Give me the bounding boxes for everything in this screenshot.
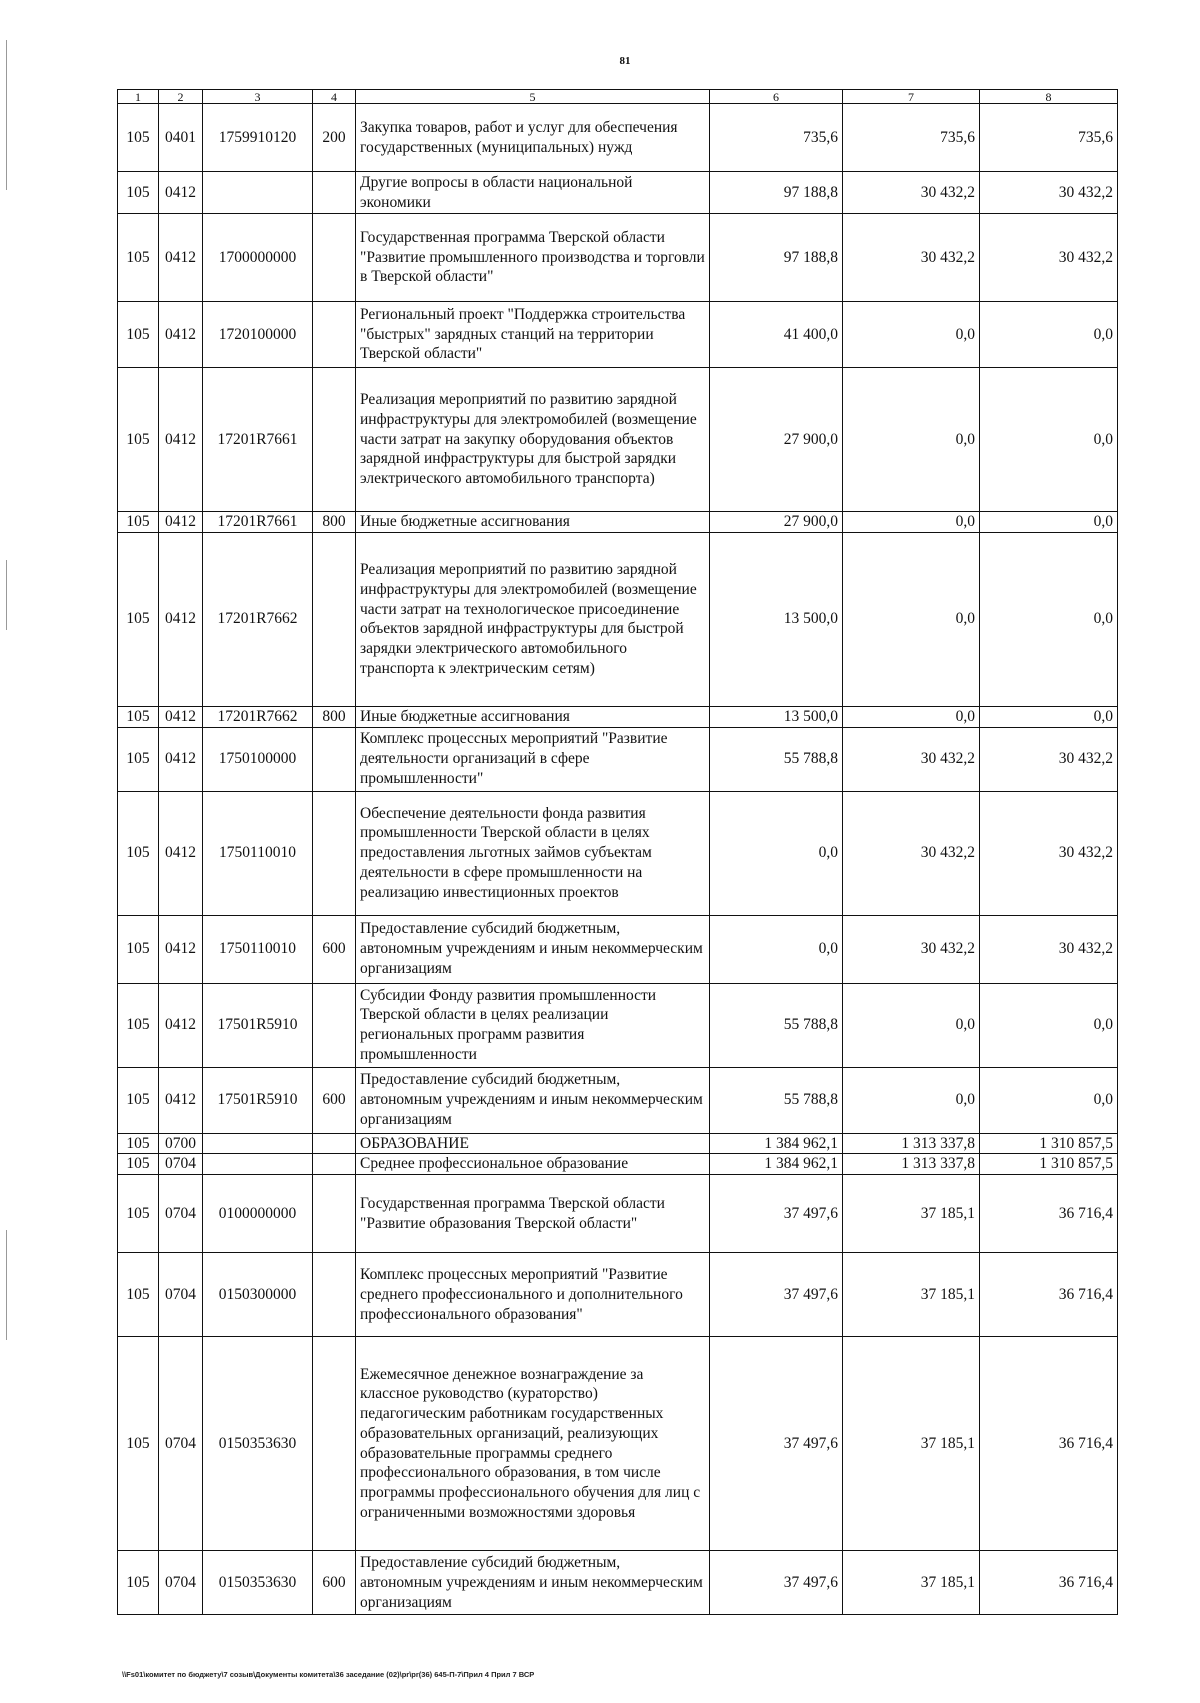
- cell-section: 0412: [159, 1067, 203, 1133]
- cell-amount-year2: 735,6: [843, 104, 980, 172]
- cell-description: Обеспечение деятельности фонда развития промышленности Тверской области в целях предоставления льготных займов субъектам деятельности в сфере промышленности на реализацию инвестиционных проектов: [356, 791, 710, 915]
- cell-chapter: 105: [118, 368, 159, 512]
- cell-amount-year1: 735,6: [710, 104, 843, 172]
- cell-description: Реализация мероприятий по развитию зарядной инфраструктуры для электромобилей (возмещение части затрат на технологическое присоединение объектов зарядной инфраструктуры для быстрой зарядки электрического автомобильного транспорта к электрическим сетям): [356, 532, 710, 706]
- cell-amount-year1: 55 788,8: [710, 983, 843, 1067]
- cell-amount-year2: 0,0: [843, 302, 980, 368]
- cell-chapter: 105: [118, 214, 159, 302]
- cell-target-article: 1759910120: [203, 104, 313, 172]
- cell-amount-year2: 37 185,1: [843, 1337, 980, 1551]
- table-row: [118, 214, 1118, 302]
- cell-amount-year3: 30 432,2: [980, 172, 1118, 214]
- table-row: [118, 1337, 1118, 1551]
- cell-description: Государственная программа Тверской области "Развитие образования Тверской области": [356, 1175, 710, 1253]
- cell-amount-year1: 13 500,0: [710, 706, 843, 727]
- cell-target-article: 17501R5910: [203, 1067, 313, 1133]
- cell-amount-year3: 30 432,2: [980, 727, 1118, 791]
- cell-description: Субсидии Фонду развития промышленности Тверской области в целях реализации региональных программ развития промышленности: [356, 983, 710, 1067]
- cell-amount-year1: 0,0: [710, 915, 843, 983]
- cell-amount-year3: 0,0: [980, 512, 1118, 533]
- column-header: 8: [980, 90, 1118, 104]
- cell-amount-year2: 30 432,2: [843, 172, 980, 214]
- cell-amount-year3: 0,0: [980, 302, 1118, 368]
- cell-expense-type: [313, 727, 356, 791]
- cell-description: Иные бюджетные ассигнования: [356, 512, 710, 533]
- scan-mark: [6, 40, 7, 190]
- cell-section: 0704: [159, 1154, 203, 1175]
- scan-mark: [6, 560, 7, 630]
- cell-chapter: 105: [118, 1175, 159, 1253]
- cell-expense-type: 200: [313, 104, 356, 172]
- cell-target-article: 1750100000: [203, 727, 313, 791]
- cell-amount-year2: 0,0: [843, 532, 980, 706]
- cell-expense-type: [313, 368, 356, 512]
- cell-target-article: 0150300000: [203, 1253, 313, 1337]
- cell-target-article: 0150353630: [203, 1337, 313, 1551]
- cell-target-article: 17201R7661: [203, 368, 313, 512]
- cell-expense-type: [313, 1133, 356, 1154]
- cell-expense-type: 800: [313, 706, 356, 727]
- cell-chapter: 105: [118, 1067, 159, 1133]
- column-header: 4: [313, 90, 356, 104]
- cell-amount-year1: 13 500,0: [710, 532, 843, 706]
- cell-section: 0412: [159, 214, 203, 302]
- cell-amount-year3: 36 716,4: [980, 1253, 1118, 1337]
- cell-chapter: 105: [118, 727, 159, 791]
- cell-section: 0412: [159, 368, 203, 512]
- cell-expense-type: [313, 1154, 356, 1175]
- cell-section: 0704: [159, 1175, 203, 1253]
- table-row: [118, 1253, 1118, 1337]
- cell-section: 0412: [159, 983, 203, 1067]
- cell-chapter: 105: [118, 1551, 159, 1615]
- cell-section: 0412: [159, 172, 203, 214]
- cell-target-article: [203, 1154, 313, 1175]
- cell-amount-year2: 30 432,2: [843, 214, 980, 302]
- table-row: [118, 791, 1118, 915]
- cell-amount-year2: 30 432,2: [843, 791, 980, 915]
- cell-expense-type: [313, 1175, 356, 1253]
- cell-description: ОБРАЗОВАНИЕ: [356, 1133, 710, 1154]
- cell-description: Реализация мероприятий по развитию зарядной инфраструктуры для электромобилей (возмещение части затрат на закупку оборудования объектов зарядной инфраструктуры для быстрой зарядки электрического автомобильного транспорта): [356, 368, 710, 512]
- cell-amount-year3: 30 432,2: [980, 915, 1118, 983]
- cell-expense-type: 600: [313, 1551, 356, 1615]
- cell-amount-year2: 0,0: [843, 706, 980, 727]
- cell-amount-year3: 30 432,2: [980, 791, 1118, 915]
- cell-amount-year3: 36 716,4: [980, 1175, 1118, 1253]
- cell-amount-year2: 1 313 337,8: [843, 1154, 980, 1175]
- cell-description: Закупка товаров, работ и услуг для обеспечения государственных (муниципальных) нужд: [356, 104, 710, 172]
- cell-expense-type: [313, 1253, 356, 1337]
- cell-section: 0412: [159, 791, 203, 915]
- cell-target-article: 17201R7661: [203, 512, 313, 533]
- cell-target-article: 17501R5910: [203, 983, 313, 1067]
- cell-expense-type: [313, 1337, 356, 1551]
- cell-amount-year3: 0,0: [980, 983, 1118, 1067]
- cell-description: Предоставление субсидий бюджетным, автономным учреждениям и иным некоммерческим организациям: [356, 915, 710, 983]
- cell-description: Комплекс процессных мероприятий "Развитие деятельности организаций в сфере промышленности": [356, 727, 710, 791]
- cell-description: Предоставление субсидий бюджетным, автономным учреждениям и иным некоммерческим организациям: [356, 1551, 710, 1615]
- file-path-footer: \\Fs01\комитет по бюджету\7 созыв\Документы комитета\36 заседание (02)\pr\pr(36) 645-П-7\Прил 4 Прил 7 ВСР: [122, 1670, 535, 1679]
- cell-amount-year3: 0,0: [980, 368, 1118, 512]
- cell-amount-year2: 30 432,2: [843, 915, 980, 983]
- cell-description: Другие вопросы в области национальной экономики: [356, 172, 710, 214]
- cell-amount-year3: 1 310 857,5: [980, 1133, 1118, 1154]
- cell-amount-year2: 0,0: [843, 1067, 980, 1133]
- cell-expense-type: [313, 172, 356, 214]
- cell-amount-year1: 27 900,0: [710, 512, 843, 533]
- table-row: [118, 706, 1118, 727]
- column-header: 7: [843, 90, 980, 104]
- scan-mark: [6, 1230, 7, 1340]
- cell-chapter: 105: [118, 172, 159, 214]
- table-row: [118, 983, 1118, 1067]
- column-header: 5: [356, 90, 710, 104]
- cell-amount-year2: 0,0: [843, 368, 980, 512]
- cell-target-article: [203, 172, 313, 214]
- cell-amount-year2: 37 185,1: [843, 1253, 980, 1337]
- cell-amount-year2: 0,0: [843, 512, 980, 533]
- table-row: [118, 727, 1118, 791]
- table-row: [118, 1067, 1118, 1133]
- cell-section: 0412: [159, 532, 203, 706]
- cell-chapter: 105: [118, 1253, 159, 1337]
- table-row: [118, 302, 1118, 368]
- cell-amount-year2: 30 432,2: [843, 727, 980, 791]
- cell-amount-year3: 735,6: [980, 104, 1118, 172]
- column-header: 2: [159, 90, 203, 104]
- cell-section: 0700: [159, 1133, 203, 1154]
- cell-chapter: 105: [118, 1337, 159, 1551]
- cell-amount-year1: 0,0: [710, 791, 843, 915]
- cell-target-article: [203, 1133, 313, 1154]
- cell-chapter: 105: [118, 302, 159, 368]
- table-row: [118, 1175, 1118, 1253]
- cell-amount-year1: 1 384 962,1: [710, 1154, 843, 1175]
- cell-section: 0412: [159, 302, 203, 368]
- cell-target-article: 0100000000: [203, 1175, 313, 1253]
- cell-description: Комплекс процессных мероприятий "Развитие среднего профессионального и дополнительного профессионального образования": [356, 1253, 710, 1337]
- table-row: [118, 915, 1118, 983]
- cell-target-article: 1750110010: [203, 915, 313, 983]
- column-header: 3: [203, 90, 313, 104]
- cell-amount-year2: 0,0: [843, 983, 980, 1067]
- cell-chapter: 105: [118, 104, 159, 172]
- cell-expense-type: [313, 214, 356, 302]
- cell-section: 0412: [159, 727, 203, 791]
- cell-amount-year1: 41 400,0: [710, 302, 843, 368]
- table-row: [118, 104, 1118, 172]
- cell-chapter: 105: [118, 791, 159, 915]
- cell-amount-year1: 1 384 962,1: [710, 1133, 843, 1154]
- cell-chapter: 105: [118, 1133, 159, 1154]
- cell-target-article: 1720100000: [203, 302, 313, 368]
- cell-section: 0412: [159, 706, 203, 727]
- cell-amount-year3: 1 310 857,5: [980, 1154, 1118, 1175]
- cell-description: Государственная программа Тверской области "Развитие промышленного производства и торговли в Тверской области": [356, 214, 710, 302]
- cell-chapter: 105: [118, 983, 159, 1067]
- cell-target-article: 1700000000: [203, 214, 313, 302]
- table-row: [118, 172, 1118, 214]
- cell-chapter: 105: [118, 1154, 159, 1175]
- cell-amount-year2: 37 185,1: [843, 1551, 980, 1615]
- budget-table: [117, 89, 1118, 1615]
- page-number: 81: [619, 55, 631, 67]
- cell-chapter: 105: [118, 512, 159, 533]
- table-row: [118, 1133, 1118, 1154]
- table-row: [118, 532, 1118, 706]
- cell-target-article: 0150353630: [203, 1551, 313, 1615]
- cell-amount-year1: 37 497,6: [710, 1175, 843, 1253]
- cell-amount-year1: 97 188,8: [710, 214, 843, 302]
- cell-description: Региональный проект "Поддержка строительства "быстрых" зарядных станций на территории Тверской области": [356, 302, 710, 368]
- table-row: [118, 1551, 1118, 1615]
- cell-expense-type: [313, 532, 356, 706]
- cell-expense-type: 600: [313, 915, 356, 983]
- cell-section: 0401: [159, 104, 203, 172]
- cell-section: 0704: [159, 1253, 203, 1337]
- cell-amount-year1: 37 497,6: [710, 1253, 843, 1337]
- cell-amount-year3: 0,0: [980, 706, 1118, 727]
- cell-description: Иные бюджетные ассигнования: [356, 706, 710, 727]
- cell-amount-year2: 37 185,1: [843, 1175, 980, 1253]
- cell-amount-year1: 55 788,8: [710, 1067, 843, 1133]
- cell-amount-year1: 37 497,6: [710, 1337, 843, 1551]
- cell-amount-year3: 36 716,4: [980, 1337, 1118, 1551]
- cell-expense-type: 600: [313, 1067, 356, 1133]
- cell-section: 0412: [159, 915, 203, 983]
- cell-description: Среднее профессиональное образование: [356, 1154, 710, 1175]
- cell-amount-year3: 0,0: [980, 532, 1118, 706]
- cell-target-article: 1750110010: [203, 791, 313, 915]
- cell-section: 0704: [159, 1337, 203, 1551]
- cell-expense-type: [313, 791, 356, 915]
- cell-amount-year1: 97 188,8: [710, 172, 843, 214]
- cell-target-article: 17201R7662: [203, 532, 313, 706]
- cell-amount-year2: 1 313 337,8: [843, 1133, 980, 1154]
- table-row: [118, 512, 1118, 533]
- cell-expense-type: [313, 302, 356, 368]
- cell-amount-year1: 37 497,6: [710, 1551, 843, 1615]
- cell-description: Предоставление субсидий бюджетным, автономным учреждениям и иным некоммерческим организациям: [356, 1067, 710, 1133]
- cell-expense-type: 800: [313, 512, 356, 533]
- header-row: [118, 90, 1118, 104]
- cell-description: Ежемесячное денежное вознаграждение за классное руководство (кураторство) педагогическим работникам государственных образовательных организаций, реализующих образовательные программы среднего профессионального образования, в том числе программы профессионального обучения для лиц с ограниченными возможностями здоровья: [356, 1337, 710, 1551]
- cell-amount-year1: 27 900,0: [710, 368, 843, 512]
- table-row: [118, 1154, 1118, 1175]
- cell-amount-year1: 55 788,8: [710, 727, 843, 791]
- cell-section: 0704: [159, 1551, 203, 1615]
- cell-chapter: 105: [118, 706, 159, 727]
- cell-amount-year3: 30 432,2: [980, 214, 1118, 302]
- cell-chapter: 105: [118, 915, 159, 983]
- cell-amount-year3: 36 716,4: [980, 1551, 1118, 1615]
- column-header: 6: [710, 90, 843, 104]
- column-header: 1: [118, 90, 159, 104]
- cell-section: 0412: [159, 512, 203, 533]
- cell-chapter: 105: [118, 532, 159, 706]
- cell-expense-type: [313, 983, 356, 1067]
- table-row: [118, 368, 1118, 512]
- cell-target-article: 17201R7662: [203, 706, 313, 727]
- cell-amount-year3: 0,0: [980, 1067, 1118, 1133]
